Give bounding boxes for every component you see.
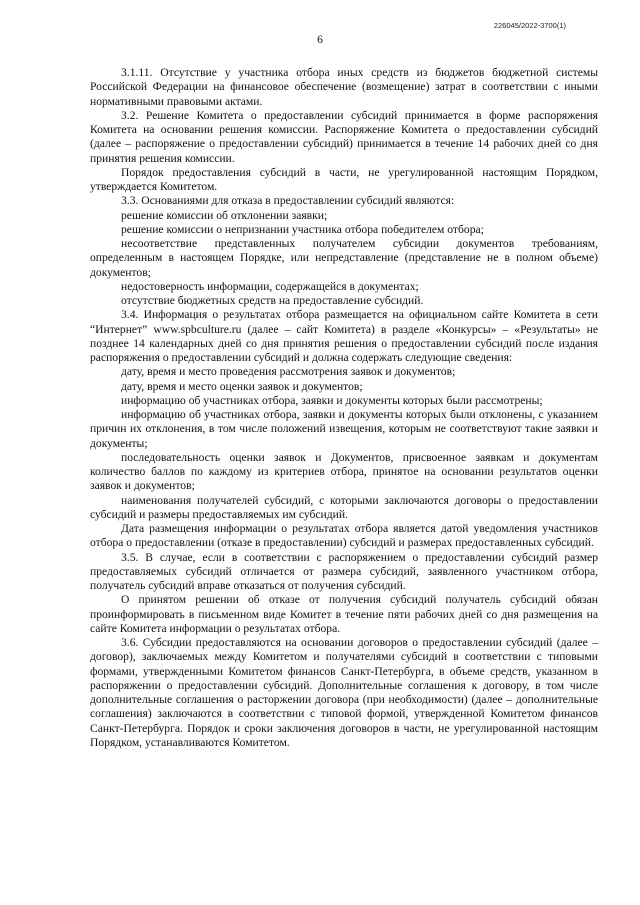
paragraph-publication-date: Дата размещения информации о результатах отбора является датой уведомления участников отбора о предоставлении (отказе в предоставлении) субсидий и размерах предоставленных субсидий. — [90, 522, 598, 550]
list-item-evaluation-sequence: последовательность оценки заявок и Документов, присвоенное заявкам и документам количество баллов по каждому из критериев отбора, принятое на основании результатов оценки заявок и документов; — [90, 450, 598, 493]
paragraph-3-4: 3.4. Информация о результатах отбора размещается на официальном сайте Комитета в сети “Интернет” www.spbculture.ru (далее – сайт Комитета) в разделе «Конкурсы» – «Результаты» не позднее 14 календарных дней со дня принятия решения о предоставлении субсидий после издания распоряжения о предоставлении субсидий и должна содержать следующие сведения: — [90, 308, 598, 364]
paragraph-3-5: 3.5. В случае, если в соответствии с распоряжением о предоставлении субсидий размер предоставляемых субсидий отличается от размера субсидий, заявленного участником отбора, получатель субсидий вправе отказаться от получения субсидий. — [90, 550, 598, 592]
paragraph-procedure: Порядок предоставления субсидий в части, не урегулированной настоящим Порядком, утверждается Комитетом. — [90, 165, 598, 193]
paragraph-3-1-11: 3.1.11. Отсутствие у участника отбора иных средств из бюджетов бюджетной системы Российской Федерации на финансовое обеспечение (возмещение) затрат в соответствии с иными нормативными правовыми актами. — [90, 66, 598, 108]
list-item-not-winner: решение комиссии о непризнании участника отбора победителем отбора; — [121, 222, 484, 236]
list-item-no-budget: отсутствие бюджетных средств на предоставление субсидий. — [121, 294, 424, 307]
paragraph-3-6: 3.6. Субсидии предоставляются на основании договоров о предоставлении субсидий (далее – договор), заключаемых между Комитетом и получателями субсидий в соответствии с типовыми формами, утвержденными Комитетом финансов Санкт-Петербурга, в объеме средств, указанном в распоряжении о предоставлении субсидий. Дополнительные соглашения к договору, в том числе дополнительные соглашения о расторжении договора (при необходимости) (далее – дополнительные соглашения) заключаются в соответствии с типовой формой, утвержденной Комитетом финансов Санкт-Петербурга. Порядок и сроки заключения договоров в части, не урегулированной настоящим Порядком, устанавливаются Комитетом. — [90, 636, 598, 749]
list-item-documents-mismatch: несоответствие представленных получателем субсидии документов требованиям, определенным в настоящем Порядке, или непредставление (представление не в полном объеме) документов; — [90, 237, 598, 279]
list-item-reviewed-participants: информацию об участниках отбора, заявки и документы которых были рассмотрены; — [121, 393, 543, 407]
document-registration-number: 226045/2022-3700(1) — [493, 21, 566, 30]
list-item-rejection-application: решение комиссии об отклонении заявки; — [121, 208, 328, 222]
list-item-review-date: дату, время и место проведения рассмотрения заявок и документов; — [121, 365, 456, 379]
paragraph-refusal-notice: О принятом решении об отказе от получения субсидий получатель субсидий обязан проинформировать в письменном виде Комитет в течение пяти рабочих дней со дня размещения на сайте Комитета информации о результатах отбора. — [90, 593, 598, 635]
list-item-unreliable-info: недостоверность информации, содержащейся в документах; — [121, 279, 419, 293]
list-item-rejected-participants: информацию об участниках отбора, заявки и документы которых были отклонены, с указанием причин их отклонения, в том числе положений извещения, которым не соответствуют такие заявки и документы; — [90, 408, 598, 450]
paragraph-3-2: 3.2. Решение Комитета о предоставлении субсидий принимается в форме распоряжения Комитета на основании решения комиссии. Распоряжение Комитета о предоставлении субсидий (далее – распоряжение о предоставлении субсидий) принимается в течение 14 рабочих дней со дня принятия решения комиссии. — [90, 108, 598, 165]
paragraph-3-3: 3.3. Основаниями для отказа в предоставлении субсидий являются: — [121, 194, 455, 208]
page-number: 6 — [317, 34, 323, 46]
document-body — [90, 66, 598, 750]
list-item-evaluation-date: дату, время и место оценки заявок и документов; — [121, 379, 363, 393]
list-item-recipients: наименования получателей субсидий, с которыми заключаются договоры о предоставлении субсидий и размеры предоставляемых им субсидий. — [90, 493, 598, 521]
